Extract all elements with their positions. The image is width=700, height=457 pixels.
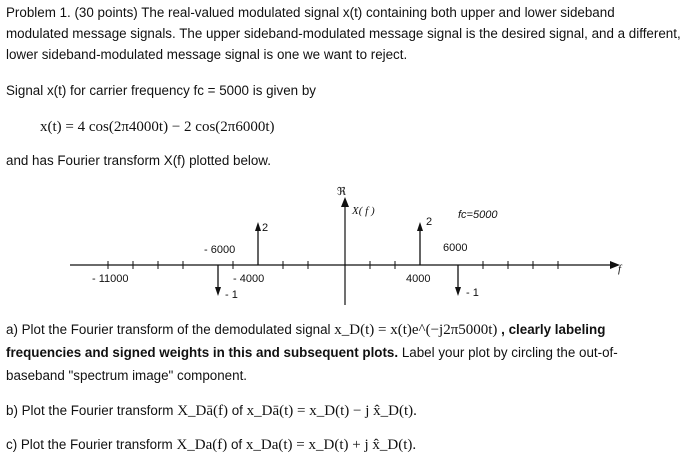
question-a-text: a) Plot the Fourier transform of the demodulated signal [6,322,331,337]
question-b [6,401,417,421]
problem-line-1: Problem 1. (30 points) The real-valued modulated signal x(t) containing both upper and lower sideband [6,5,615,20]
question-a-line-3: baseband "spectrum image" component. [6,368,248,383]
tick-label: 4000 [406,273,431,285]
real-axis-label: ℜ [337,186,346,198]
f-axis-label: f [618,263,622,275]
signal-intro: Signal x(t) for carrier frequency fc = 5000 is given by [6,83,316,98]
up-arrow-icon [255,222,261,231]
question-a-text-2: Label your plot by circling the out-of- [401,345,618,360]
carrier-label: fc=5000 [458,209,498,221]
tick-label: - 6000 [204,244,236,256]
question-c-expression: x_Da(t) = x_D(t) + j x̂_D(t). [245,437,417,453]
tick-label: - 4000 [233,273,265,285]
tick-label: - 11000 [92,273,129,285]
weight-label: 2 [262,222,269,234]
weight-label: - 1 [466,287,479,299]
weight-label: - 1 [225,289,238,301]
signal-equation: x(t) = 4 cos(2π4000t) − 2 cos(2π6000t) [40,119,275,135]
tick-label: 6000 [443,242,468,254]
question-a-emphasis-2: frequencies and signed weights in this and subsequent plots. [6,345,399,360]
problem-line-2: modulated message signals. The upper sideband-modulated message signal is the desired signal, and a different, [6,26,681,41]
function-label: X( f ) [352,205,375,217]
question-c-text: c) Plot the Fourier transform [6,437,173,452]
question-a-emphasis: , clearly labeling [501,322,606,337]
down-arrow-icon [215,287,221,296]
question-b-text: b) Plot the Fourier transform [6,403,174,418]
question-c [6,435,416,455]
question-b-expression: x_Dā(t) = x_D(t) − j x̂_D(t). [246,403,417,419]
question-b-of: of [231,403,243,418]
down-arrow-icon [455,287,461,296]
question-c-transform: X_Da(f) [176,437,228,453]
question-a-expression: x_D(t) = x(t)e^(−j2π5000t) [334,322,498,338]
problem-line-3: lower sideband-modulated message signal is one we want to reject. [6,47,408,62]
question-a-line-2 [6,343,618,363]
question-a-line-1 [6,320,605,340]
weight-label: 2 [426,216,433,228]
question-b-transform: X_Dā(f) [177,403,228,419]
transform-intro: and has Fourier transform X(f) plotted below. [6,153,271,168]
question-c-of: of [230,437,243,452]
up-arrow-icon [417,222,423,231]
real-axis-arrow-icon [341,197,349,207]
